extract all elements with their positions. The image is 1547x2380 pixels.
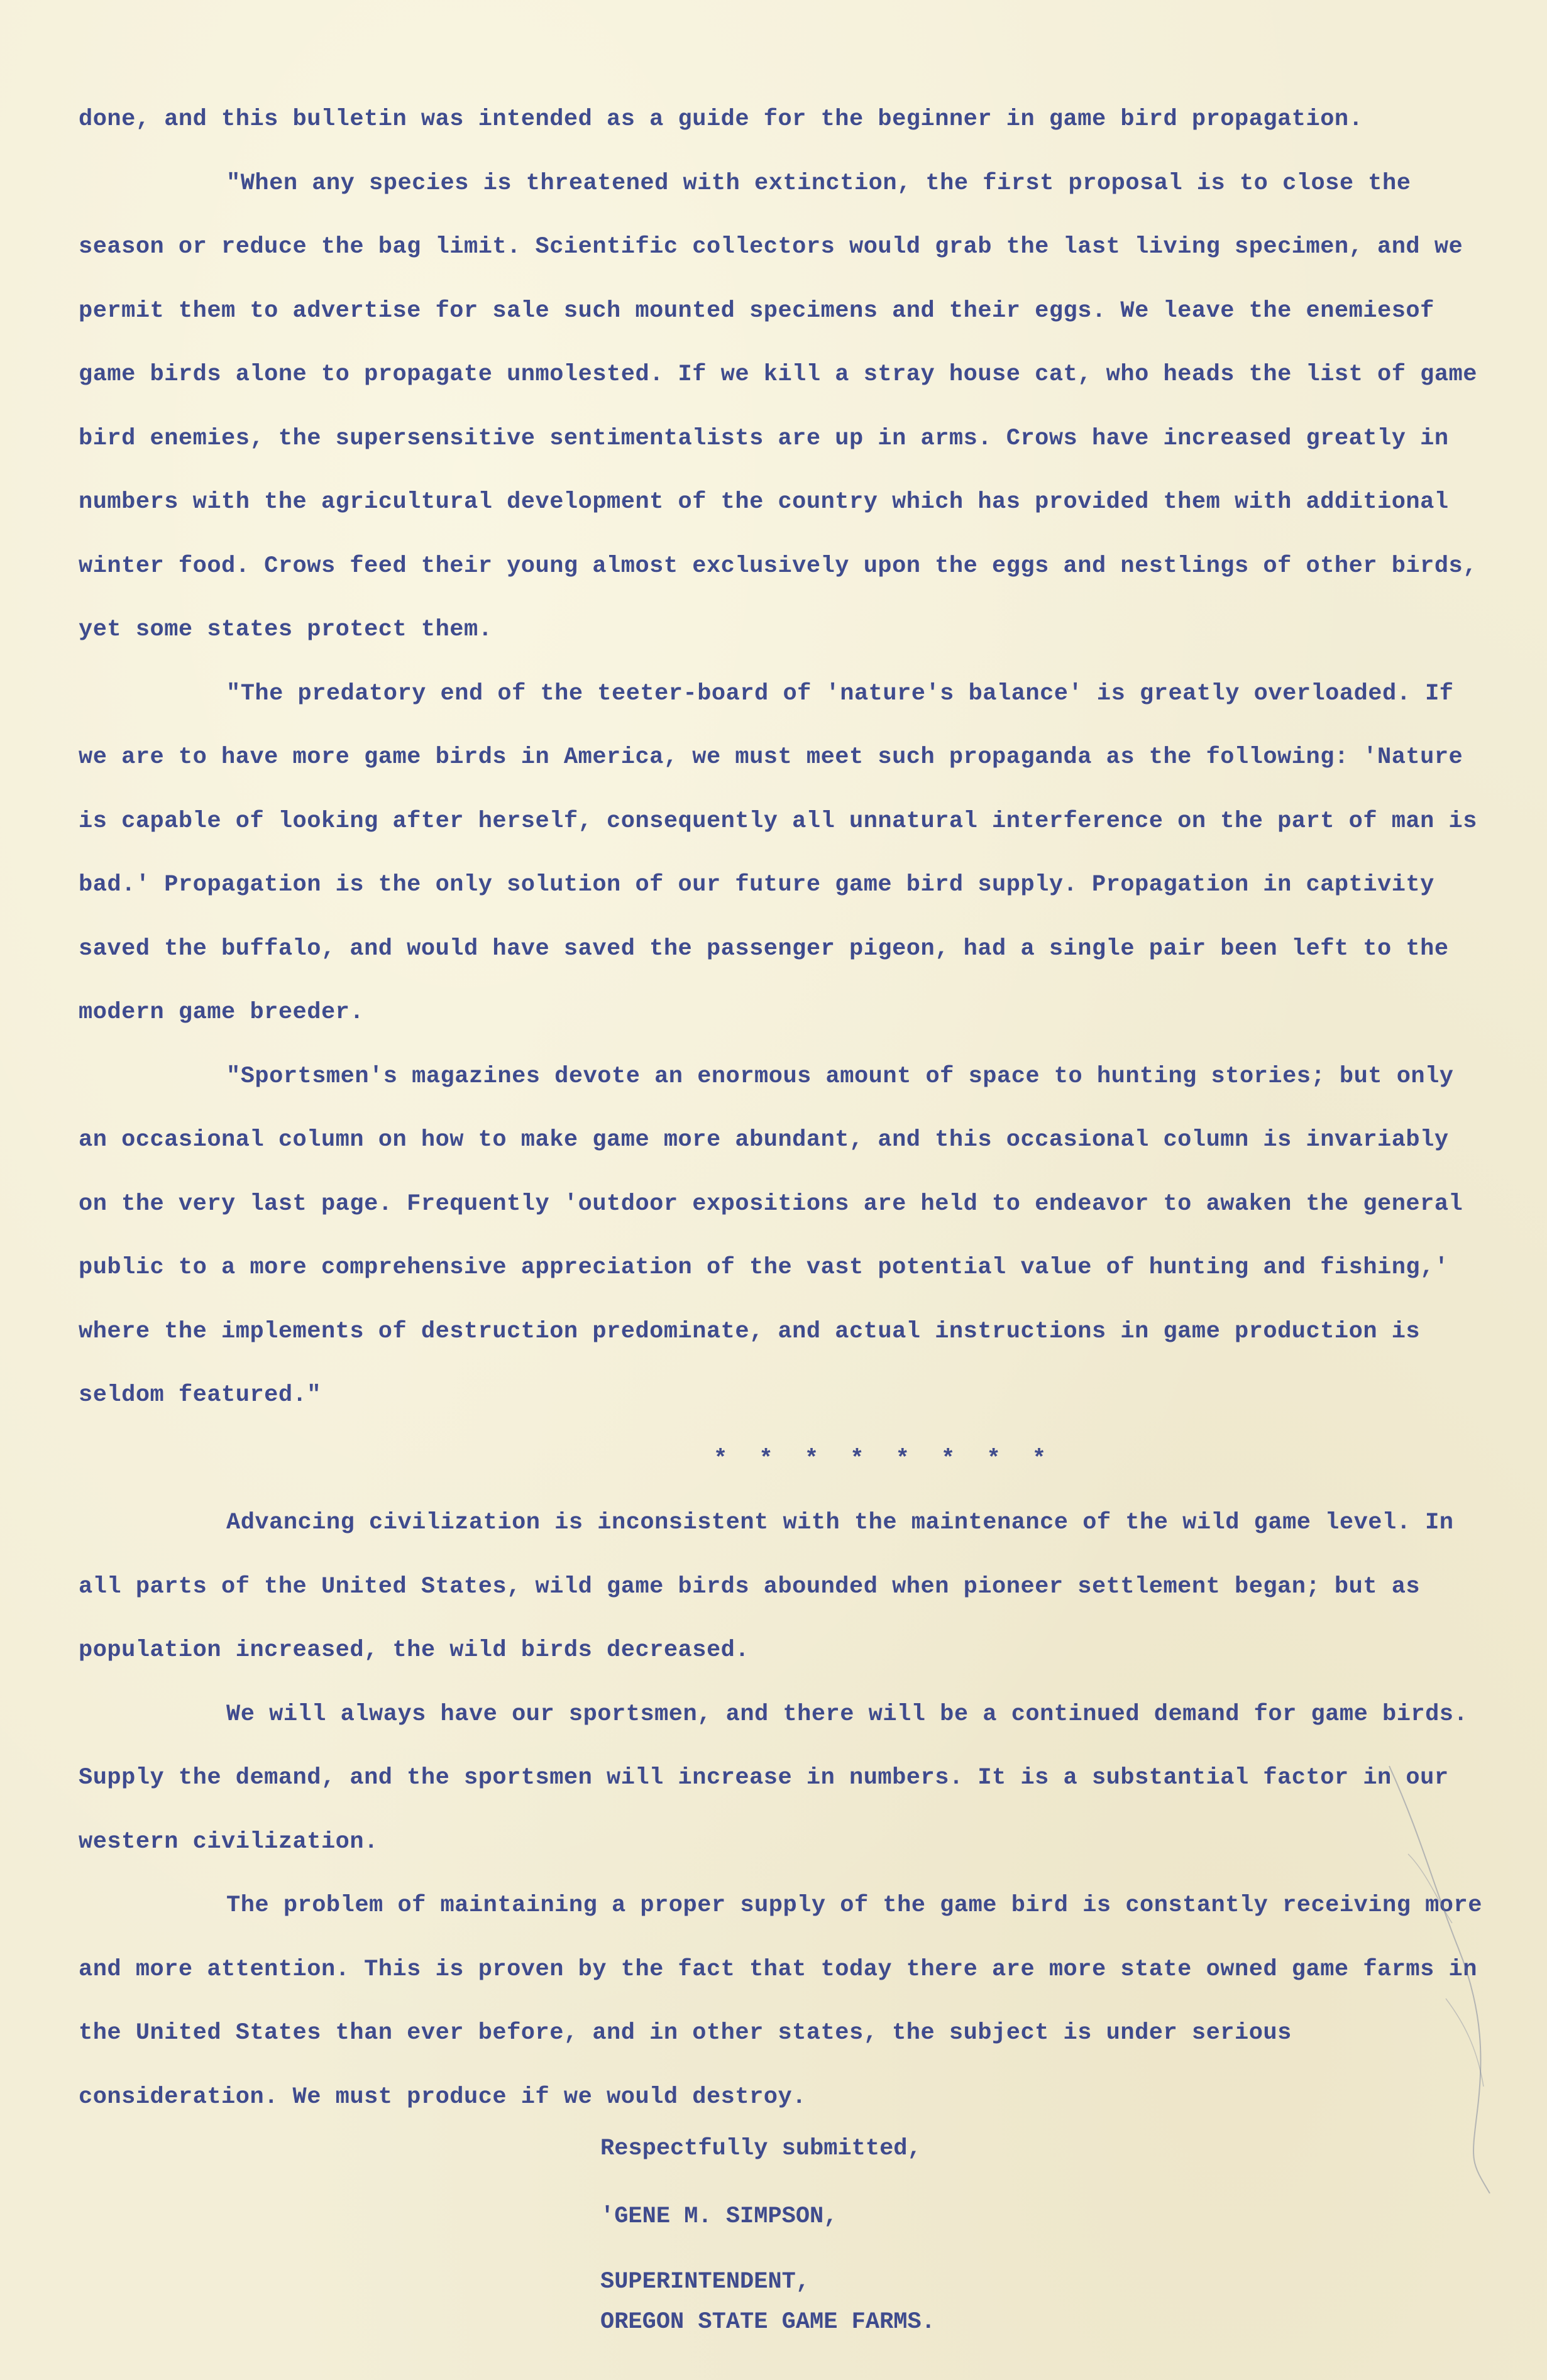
pencil-mark-decoration [1383, 1760, 1509, 2200]
signature-org: OREGON STATE GAME FARMS. [600, 2309, 935, 2335]
signature-name: 'GENE M. SIMPSON, [600, 2203, 838, 2230]
paragraph-7: The problem of maintaining a proper supply of the game bird is constantly receiving more and more attention. This is proven by the fact that today there are more state owned game farms in the United States than ever before, and in other states, the subject is under serious consideration. We must produce if we would destroy. [79, 1892, 1482, 2110]
signature-title: SUPERINTENDENT, [600, 2269, 810, 2295]
paragraph-5: Advancing civilization is inconsistent with the maintenance of the wild game level. In all parts of the United States, wild game birds abounded when pioneer settlement began; but as population increased, the wild birds decreased. [79, 1510, 1454, 1664]
paragraph-3: "The predatory end of the teeter-board of 'nature's balance' is greatly overloaded. If we are to have more game birds in America, we must meet such propaganda as the following: 'Nature is capable of looking after herself, consequently all unnatural interference on the part of man is bad.' Propagation is the only solution of our future game bird supply. Propagation in captivity saved the buffalo, and would have saved the passenger pigeon, had a single pair been left to the modern game breeder. [79, 680, 1477, 1026]
section-separator: * * * * * * * * [713, 1445, 1055, 1472]
paragraph-1: done, and this bulletin was intended as a guide for the beginner in game bird propagation. [79, 106, 1363, 133]
closing-salutation: Respectfully submitted, [600, 2136, 922, 2162]
paragraph-4: "Sportsmen's magazines devote an enormous amount of space to hunting stories; but only an occasional column on how to make game more abundant, and this occasional column is invariably on the very last page. Frequently 'outdoor expositions are held to endeavor to awaken the general public to a more comprehensive appreciation of the vast potential value of hunting and fishing,' where the implements of destruction predominate, and actual instructions in game production is seldom featured." [79, 1063, 1463, 1408]
paragraph-2: "When any species is threatened with extinction, the first proposal is to close the season or reduce the bag limit. Scientific collectors would grab the last living specimen, and we permit them to advertise for sale such mounted specimens and their eggs. We leave the enemiesof game birds alone to propagate unmolested. If we kill a stray house cat, who heads the list of game bird enemies, the supersensitive sentimentalists are up in arms. Crows have increased greatly in numbers with the agricultural development of the country which has provided them with additional winter food. Crows feed their young almost exclusively upon the eggs and nestlings of other birds, yet some states protect them. [79, 170, 1477, 643]
paragraph-6: We will always have our sportsmen, and there will be a continued demand for game birds. Supply the demand, and the sportsmen will increase in numbers. It is a substantial factor in our western civilization. [79, 1701, 1468, 1855]
signature-block [600, 2196, 935, 2342]
document-body [79, 88, 1487, 2129]
